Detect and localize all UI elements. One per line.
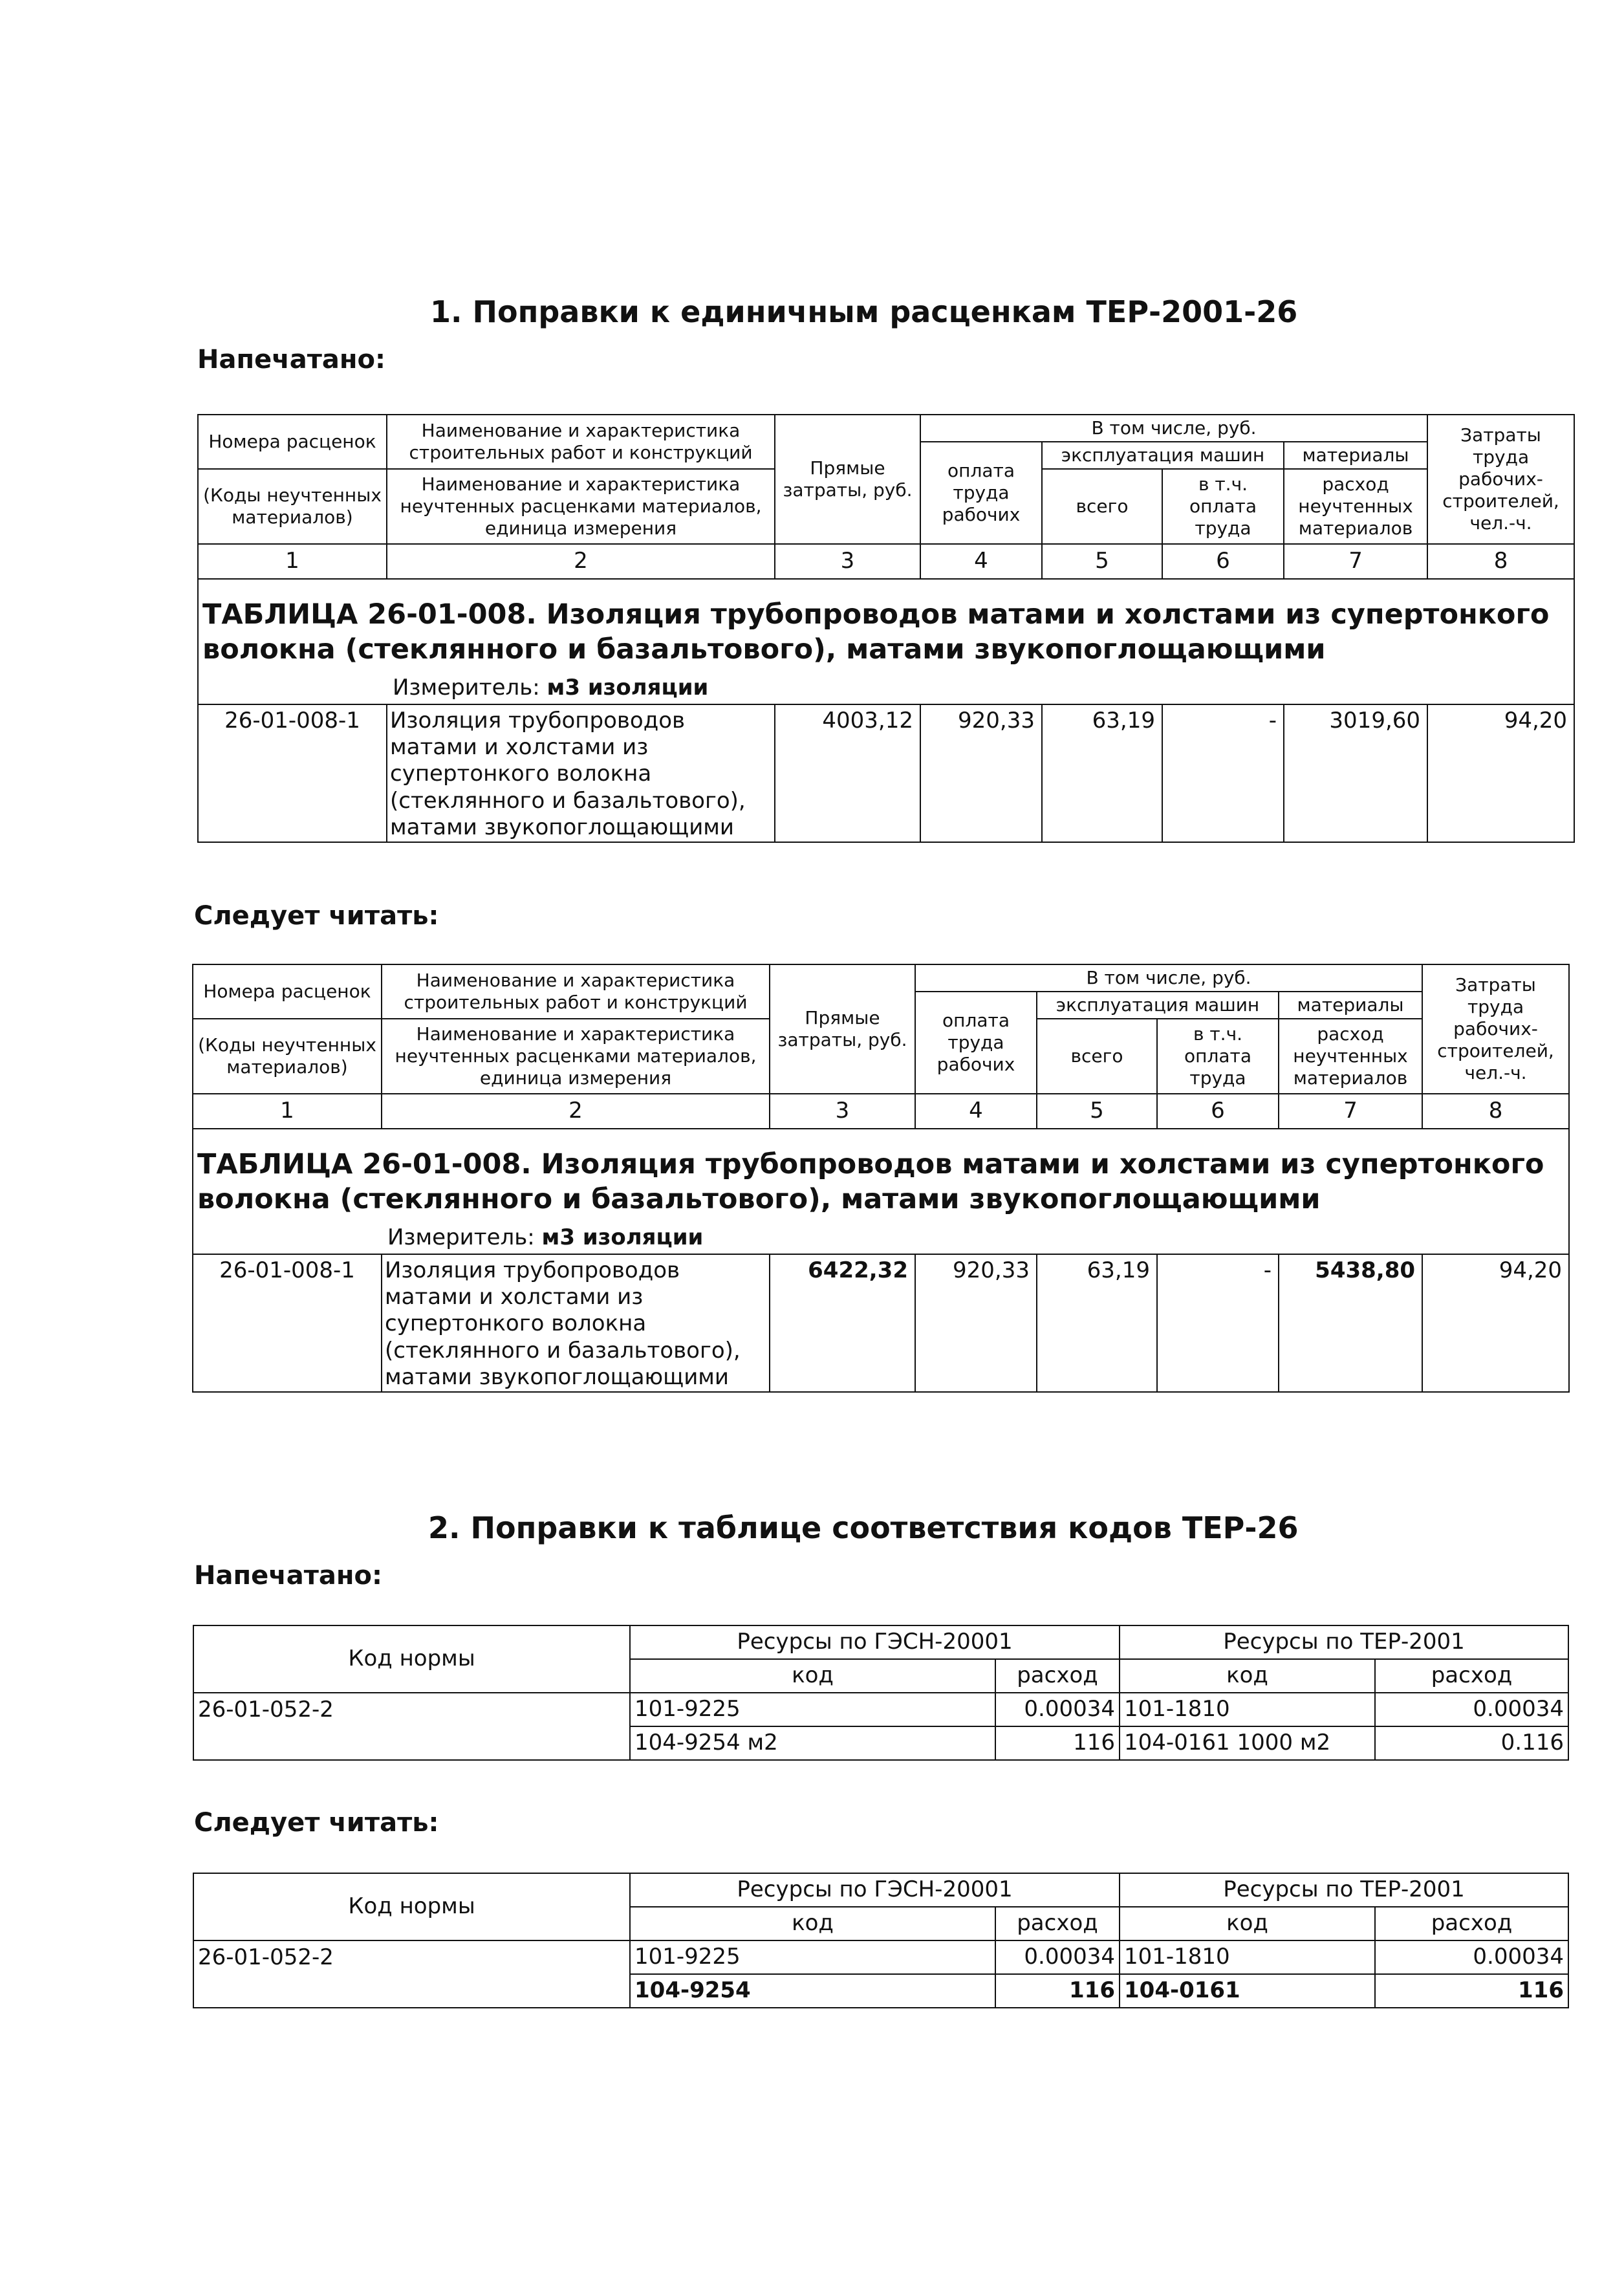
ter-code: 104-0161 1000 м2 xyxy=(1120,1726,1375,1760)
ter-use: 0.00034 xyxy=(1375,1940,1568,1974)
rate-name: Изоляция трубопроводов матами и холстами из супертонкого волокна (стеклянного и базальтового), матами звукопоглощающими xyxy=(387,704,775,842)
measure-label: Измеритель: xyxy=(387,1224,535,1250)
hdr-use: расход xyxy=(1375,1907,1568,1940)
hdr-gesn: Ресурсы по ГЭСН-20001 xyxy=(630,1625,1120,1659)
gesn-code: 101-9225 xyxy=(630,1940,995,1974)
hdr-machines-pay: в т.ч. оплата труда xyxy=(1162,469,1284,544)
col-num: 4 xyxy=(920,544,1042,579)
table-title: ТАБЛИЦА 26-01-008. Изоляция трубопроводов матами и холстами из супертонкого волокна (стеклянного и базальтового), матами звукопоглощающими xyxy=(193,1129,1569,1222)
hdr-machines-total: всего xyxy=(1042,469,1162,544)
rate-code: 26-01-008-1 xyxy=(198,704,387,842)
col-num: 5 xyxy=(1037,1094,1157,1129)
measure xyxy=(193,1222,1569,1254)
ter-code: 101-1810 xyxy=(1120,1940,1375,1974)
hdr-materials: материалы xyxy=(1284,442,1427,469)
measure-value: м3 изоляции xyxy=(547,674,709,701)
col-num: 2 xyxy=(387,544,775,579)
hdr-material-use: расход неучтенных материалов xyxy=(1279,1019,1422,1094)
hdr-code: код xyxy=(1120,1907,1375,1940)
norm-code: 26-01-052-2 xyxy=(193,1940,630,1974)
hdr-materials: материалы xyxy=(1279,992,1422,1019)
measure-value: м3 изоляции xyxy=(541,1224,704,1250)
hdr-work-name: Наименование и характеристика строительных работ и конструкций xyxy=(382,964,770,1019)
gesn-use: 116 xyxy=(995,1726,1120,1760)
hdr-labor: Затраты труда рабочих-строителей, чел.-ч. xyxy=(1422,964,1569,1094)
rates-table-printed xyxy=(197,414,1575,843)
table-title: ТАБЛИЦА 26-01-008. Изоляция трубопроводов матами и холстами из супертонкого волокна (стеклянного и базальтового), матами звукопоглощающими xyxy=(198,579,1574,673)
gesn-use: 116 xyxy=(995,1974,1120,2008)
rate-machines-pay: - xyxy=(1162,704,1284,842)
rate-direct: 6422,32 xyxy=(770,1254,915,1392)
hdr-machines: эксплуатация машин xyxy=(1042,442,1284,469)
col-num: 6 xyxy=(1162,544,1284,579)
hdr-use: расход xyxy=(995,1907,1120,1940)
col-num: 7 xyxy=(1284,544,1427,579)
ter-code: 101-1810 xyxy=(1120,1693,1375,1726)
col-num: 8 xyxy=(1427,544,1574,579)
hdr-code: код xyxy=(1120,1659,1375,1693)
hdr-including: В том числе, руб. xyxy=(920,415,1427,442)
rate-code: 26-01-008-1 xyxy=(193,1254,382,1392)
gesn-code: 104-9254 xyxy=(630,1974,995,2008)
col-num: 7 xyxy=(1279,1094,1422,1129)
col-num: 1 xyxy=(198,544,387,579)
hdr-machines-pay: в т.ч. оплата труда xyxy=(1157,1019,1279,1094)
rate-name: Изоляция трубопроводов матами и холстами из супертонкого волокна (стеклянного и базальтового), матами звукопоглощающими xyxy=(382,1254,770,1392)
ter-code: 104-0161 xyxy=(1120,1974,1375,2008)
gesn-use: 0.00034 xyxy=(995,1693,1120,1726)
printed-label: Напечатано: xyxy=(197,345,385,375)
ter-use: 0.00034 xyxy=(1375,1693,1568,1726)
col-num: 3 xyxy=(770,1094,915,1129)
hdr-rate-numbers: Номера расценок xyxy=(193,964,382,1019)
hdr-material-use: расход неучтенных материалов xyxy=(1284,469,1427,544)
hdr-norm-code: Код нормы xyxy=(193,1625,630,1693)
measure-label: Измеритель: xyxy=(393,674,540,701)
norm-code xyxy=(193,1974,630,2008)
ter-use: 0.116 xyxy=(1375,1726,1568,1760)
rate-machines-pay: - xyxy=(1157,1254,1279,1392)
gesn-use: 0.00034 xyxy=(995,1940,1120,1974)
hdr-pay: оплата труда рабочих xyxy=(915,992,1037,1094)
gesn-code: 101-9225 xyxy=(630,1693,995,1726)
ter-use: 116 xyxy=(1375,1974,1568,2008)
col-num: 8 xyxy=(1422,1094,1569,1129)
norm-code xyxy=(193,1726,630,1760)
hdr-machines-total: всего xyxy=(1037,1019,1157,1094)
rate-labor: 94,20 xyxy=(1427,704,1574,842)
codes-table-printed xyxy=(193,1625,1569,1761)
section1-title: 1. Поправки к единичным расценкам ТЕР-2001-26 xyxy=(430,294,1298,329)
col-num: 3 xyxy=(775,544,920,579)
hdr-use: расход xyxy=(1375,1659,1568,1693)
rate-materials: 3019,60 xyxy=(1284,704,1427,842)
codes-table-correct xyxy=(193,1873,1569,2008)
printed-label-2: Напечатано: xyxy=(194,1561,382,1591)
gesn-code: 104-9254 м2 xyxy=(630,1726,995,1760)
hdr-use: расход xyxy=(995,1659,1120,1693)
hdr-material-name: Наименование и характеристика неучтенных расценками материалов, единица измерения xyxy=(382,1019,770,1094)
should-read-label: Следует читать: xyxy=(194,901,439,931)
hdr-labor: Затраты труда рабочих-строителей, чел.-ч. xyxy=(1427,415,1574,544)
hdr-pay: оплата труда рабочих xyxy=(920,442,1042,544)
rate-pay: 920,33 xyxy=(920,704,1042,842)
rate-labor: 94,20 xyxy=(1422,1254,1569,1392)
norm-code: 26-01-052-2 xyxy=(193,1693,630,1726)
hdr-including: В том числе, руб. xyxy=(915,964,1422,992)
hdr-norm-code: Код нормы xyxy=(193,1873,630,1940)
hdr-code: код xyxy=(630,1659,995,1693)
hdr-code: код xyxy=(630,1907,995,1940)
hdr-ter: Ресурсы по ТЕР-2001 xyxy=(1120,1625,1568,1659)
rate-machines: 63,19 xyxy=(1042,704,1162,842)
hdr-machines: эксплуатация машин xyxy=(1037,992,1279,1019)
col-num: 4 xyxy=(915,1094,1037,1129)
col-num: 2 xyxy=(382,1094,770,1129)
rate-materials: 5438,80 xyxy=(1279,1254,1422,1392)
hdr-rate-numbers: Номера расценок xyxy=(198,415,387,469)
hdr-material-codes: (Коды неучтенных материалов) xyxy=(198,469,387,544)
rates-table-correct xyxy=(192,964,1570,1393)
hdr-direct-costs: Прямые затраты, руб. xyxy=(770,964,915,1094)
rate-machines: 63,19 xyxy=(1037,1254,1157,1392)
col-num: 1 xyxy=(193,1094,382,1129)
hdr-material-name: Наименование и характеристика неучтенных расценками материалов, единица измерения xyxy=(387,469,775,544)
col-num: 5 xyxy=(1042,544,1162,579)
measure xyxy=(198,673,1574,704)
should-read-label-2: Следует читать: xyxy=(194,1808,439,1838)
hdr-ter: Ресурсы по ТЕР-2001 xyxy=(1120,1873,1568,1907)
section2-title: 2. Поправки к таблице соответствия кодов ТЕР-26 xyxy=(428,1510,1299,1545)
rate-pay: 920,33 xyxy=(915,1254,1037,1392)
hdr-direct-costs: Прямые затраты, руб. xyxy=(775,415,920,544)
hdr-material-codes: (Коды неучтенных материалов) xyxy=(193,1019,382,1094)
hdr-gesn: Ресурсы по ГЭСН-20001 xyxy=(630,1873,1120,1907)
col-num: 6 xyxy=(1157,1094,1279,1129)
rate-direct: 4003,12 xyxy=(775,704,920,842)
hdr-work-name: Наименование и характеристика строительных работ и конструкций xyxy=(387,415,775,469)
